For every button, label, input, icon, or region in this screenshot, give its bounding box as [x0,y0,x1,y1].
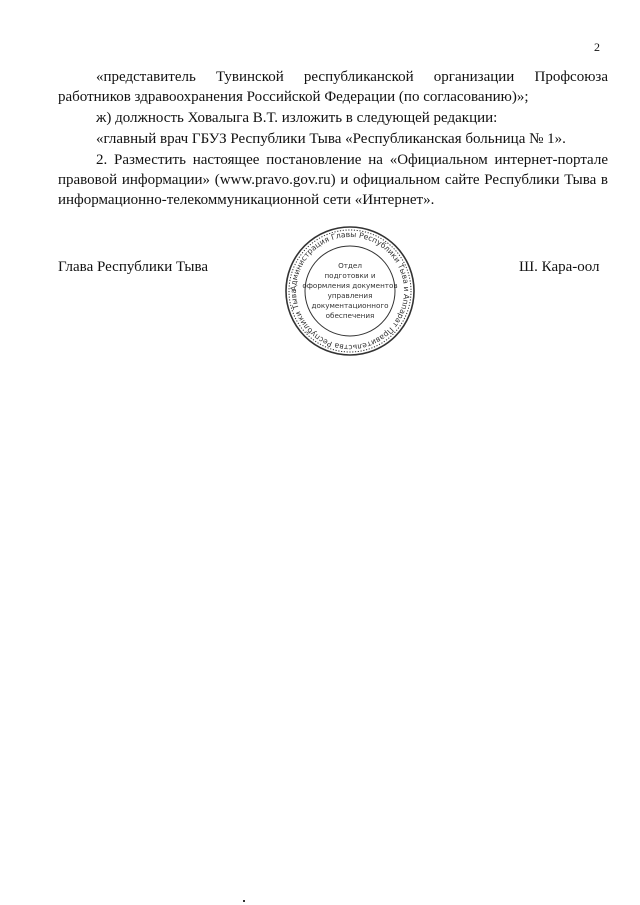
official-seal [282,226,418,356]
page-number: 2 [594,40,600,54]
paragraph-publication: 2. Разместить настоящее постановление на «Официальном интернет-портале правовой информации» (www.pravo.gov.ru) и официальном сайте Республики Тыва в информационно-телекоммуникационной сети «Интернет». [58,152,608,208]
seal-line-5: документационного [311,301,389,310]
seal-line-2: подготовки и [324,271,376,280]
seal-graphic [282,226,418,356]
paragraph-union-representative: «представитель Тувинской республиканской организации Профсоюза работников здравоохранения Российской Федерации (по согласованию)»; [58,69,608,105]
seal-line-3: оформления документов [302,281,398,290]
seal-ring-text: Администрация Главы Республики Тыва и Аппарат Правительства Республики Тыва [288,229,412,353]
scan-mark [243,900,245,902]
paragraph-chief-doctor: «главный врач ГБУЗ Республики Тыва «Республиканская больница № 1». [96,131,566,147]
signature-position: Глава Республики Тыва [58,259,209,275]
seal-line-6: обеспечения [325,311,375,320]
signatory-name: Ш. Кара-оол [519,259,600,275]
seal-line-1: Отдел [338,261,362,270]
seal-line-4: управления [327,291,373,300]
document-body [58,67,608,211]
paragraph-position-change: ж) должность Ховалыга В.Т. изложить в следующей редакции: [96,110,498,126]
